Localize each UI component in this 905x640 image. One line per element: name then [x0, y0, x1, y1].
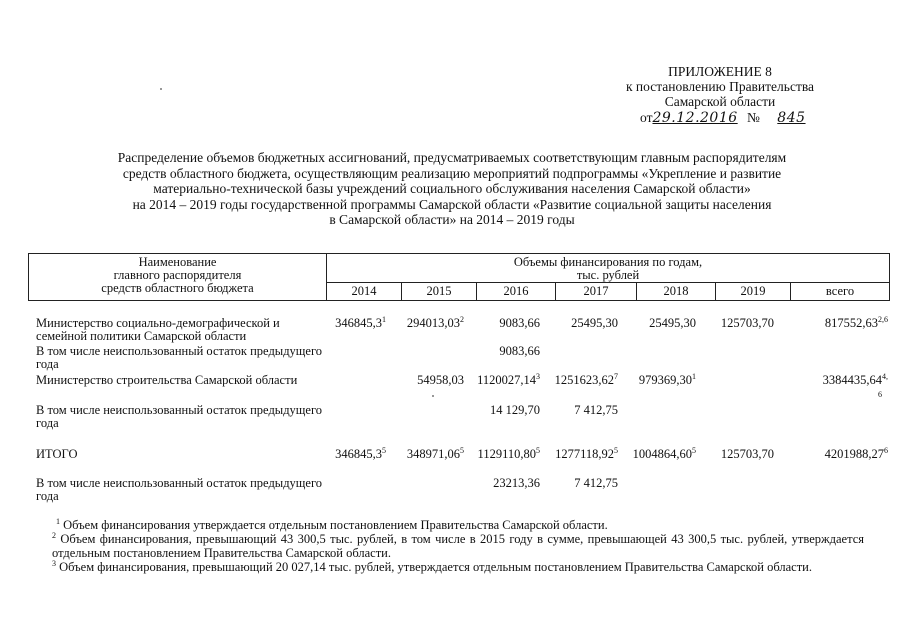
row-name: В том числе неиспользованный остаток предыдущего года — [36, 344, 323, 371]
cell-2015: 54958,03 — [417, 373, 464, 387]
row-name: В том числе неиспользованный остаток предыдущего года — [36, 403, 323, 430]
cell-2017: 7 412,75 — [574, 476, 618, 490]
year-2018-header: 2018 — [637, 283, 716, 301]
cell-2016: 1129110,80$^5$ — [477, 445, 540, 461]
column-group-header — [327, 254, 890, 283]
row-name: В том числе неиспользованный остаток предыдущего года — [36, 476, 323, 503]
title-line-3: материально-технической базы учреждений социального обслуживания населения Самарской области» — [153, 181, 751, 196]
cell-2016: 1120027,14$^3$ — [477, 371, 540, 387]
year-2016-header: 2016 — [477, 283, 556, 301]
cell-2016: 14 129,70 — [490, 403, 540, 417]
total-header: всего — [791, 283, 890, 301]
cell-2017: 1251623,62$^7$ — [554, 371, 618, 387]
cell-2017: 1277118,92$^5$ — [555, 445, 618, 461]
title-line-4: на 2014 – 2019 годы государственной программы Самарской области «Развитие социальной защиты населения — [132, 196, 772, 212]
appendix-title: ПРИЛОЖЕНИЕ 8 — [668, 64, 772, 79]
handwritten-date: 29.12.2016 — [652, 110, 738, 126]
cell-2016: 23213,36 — [493, 476, 540, 490]
cell-2016: 9083,66 — [499, 316, 540, 330]
appendix-line3: Самарской области — [664, 94, 776, 109]
cell-2016: 9083,66 — [499, 344, 540, 358]
cell-2014: 346845,3$^5$ — [335, 445, 386, 461]
cell-2018: 979369,30$^1$ — [638, 371, 696, 387]
cell-total: 817552,63$^{2,6}$ — [824, 314, 888, 330]
row-name: Министерство социально-демографической и семейной политики Самарской области — [36, 316, 280, 343]
cell-2019: 125703,70 — [720, 447, 774, 461]
column-header-name-l3: средств областного бюджета — [101, 281, 254, 295]
scan-speck — [432, 395, 434, 397]
title-line-2: средств областного бюджета, осуществляющим реализацию мероприятий подпрограммы «Укрепление и развитие — [122, 165, 782, 181]
column-header-name — [29, 254, 327, 301]
document-title — [40, 150, 864, 228]
cell-2015: 294013,03$^2$ — [406, 314, 464, 330]
appendix-header — [560, 64, 880, 126]
appendix-line2: к постановлению Правительства — [625, 79, 815, 94]
cell-2014: 346845,3$^1$ — [335, 314, 386, 330]
cell-2018: 25495,30 — [649, 316, 696, 330]
year-2017-header: 2017 — [556, 283, 637, 301]
cell-2018: 1004864,60$^5$ — [632, 445, 696, 461]
group-header-l1: Объемы финансирования по годам, — [513, 255, 703, 269]
footnote-2: $^2$ Объем финансирования, превышающий 43 300,5 тыс. рублей, в том числе в 2015 году в сумме, превышающей 43 300,5 тыс. рублей, утверждается отдельным постановлением Правительства Самарской области. — [52, 530, 864, 560]
cell-2015: 348971,06$^5$ — [406, 445, 464, 461]
title-line-1: Распределение объемов бюджетных ассигнований, предусматриваемых соответствующим главным распорядителям — [117, 150, 787, 165]
column-header-name-l2: главного распорядителя — [113, 268, 242, 282]
title-line-5: в Самарской области» на 2014 – 2019 годы — [329, 212, 575, 227]
scan-speck — [160, 88, 162, 90]
financing-table-header — [28, 253, 890, 301]
row-name: ИТОГО — [36, 447, 78, 461]
cell-2017: 7 412,75 — [574, 403, 618, 417]
footnote-1: $^1$ Объем финансирования утверждается отдельным постановлением Правительства Самарской области. — [56, 516, 608, 532]
handwritten-number: 845 — [777, 110, 806, 126]
year-2019-header: 2019 — [716, 283, 791, 301]
row-name: Министерство строительства Самарской области — [36, 373, 298, 387]
cell-total: $3384435,64^{4,}$ — [822, 371, 888, 387]
year-2015-header: 2015 — [402, 283, 477, 301]
footnote-3: $^3$ Объем финансирования, превышающий 20 027,14 тыс. рублей, утверждается отдельным постановлением Правительства Самарской области. — [52, 558, 812, 574]
group-header-l2: тыс. рублей — [576, 268, 640, 282]
appendix-date-line — [560, 110, 880, 126]
cell-total: 4201988,27$^6$ — [824, 445, 888, 461]
number-label: № — [747, 110, 760, 125]
year-2014-header: 2014 — [327, 283, 402, 301]
date-prefix: от — [640, 110, 653, 125]
footnotes — [52, 516, 864, 574]
cell-2017: 25495,30 — [571, 316, 618, 330]
cell-2019: 125703,70 — [720, 316, 774, 330]
column-header-name-l1: Наименование — [138, 255, 217, 269]
cell-total-footnote-continuation: 6 — [878, 390, 882, 399]
